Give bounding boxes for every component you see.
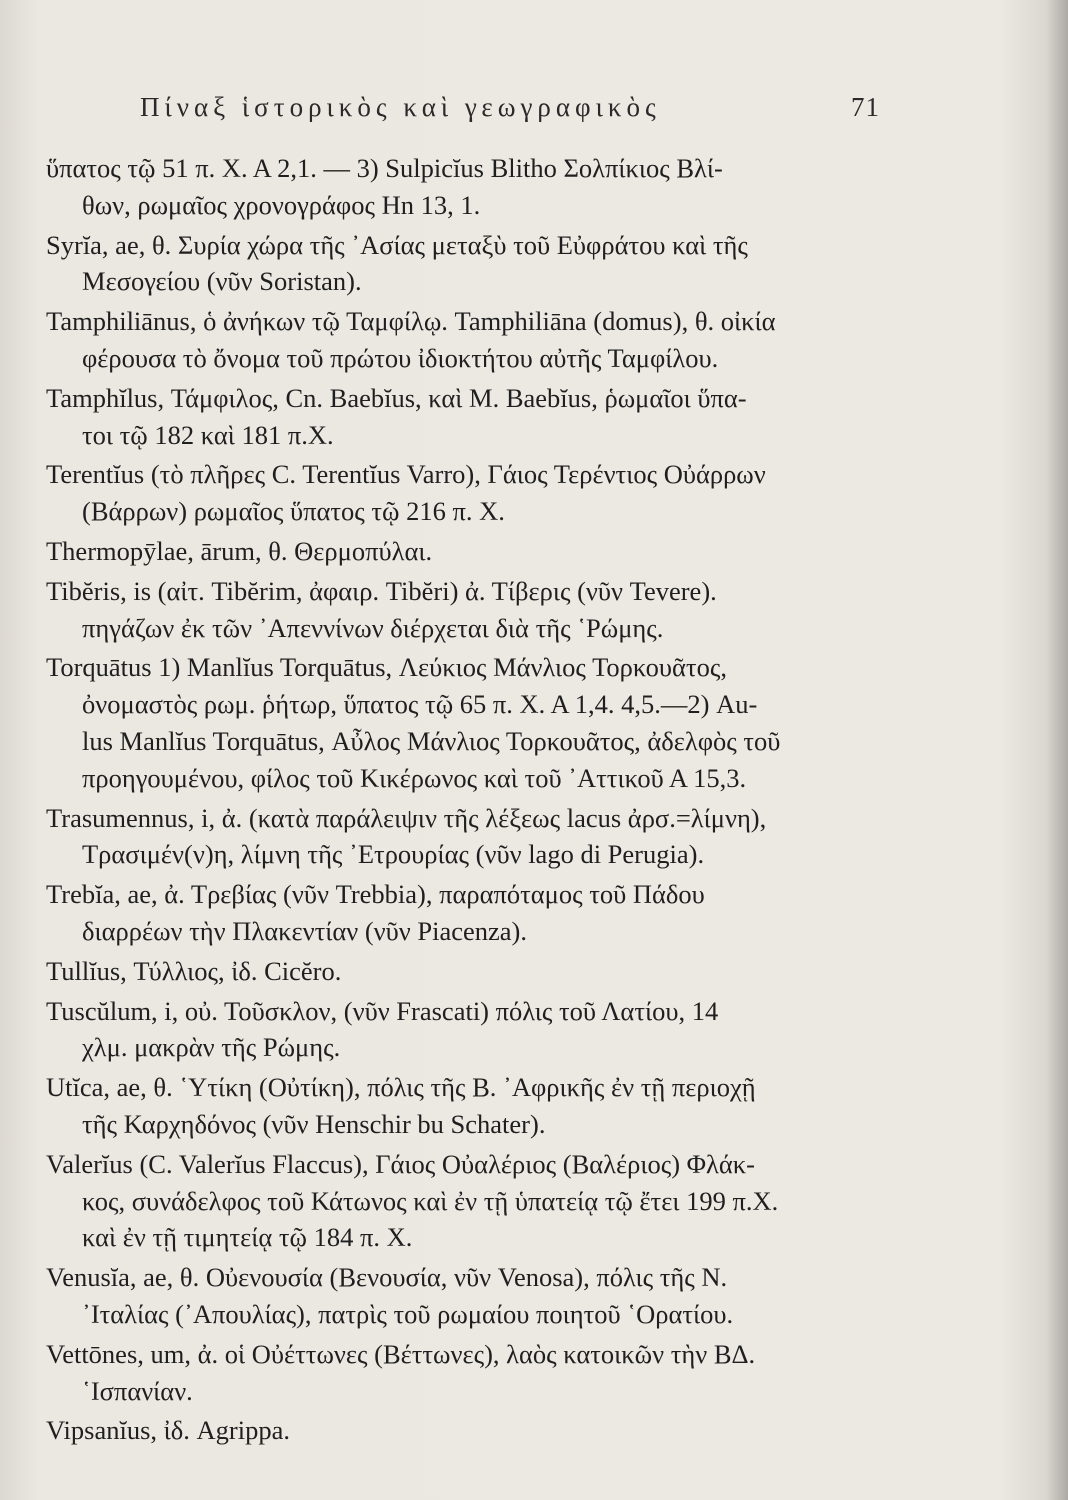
index-entry <box>46 649 896 796</box>
index-entry <box>46 993 896 1067</box>
entry-continuation-line: καὶ ἐν τῇ τιμητείᾳ τῷ 184 π. Χ. <box>82 1222 413 1253</box>
entry-continuation-line: ὀνομαστὸς ρωμ. ῥήτωρ, ὕπατος τῷ 65 π. Χ. Α 1,4. 4,5.—2) Au- <box>82 689 758 720</box>
index-entry <box>46 876 896 950</box>
running-head <box>140 92 880 123</box>
entry-continuation-line: κος, συνάδελφος τοῦ Κάτωνος καὶ ἐν τῇ ὑπατείᾳ τῷ ἔτει 199 π.Χ. <box>82 1185 779 1216</box>
index-entry <box>46 1412 896 1449</box>
entry-headword-line: Trebĭa, ae, ἀ. Τρεβίας (νῦν Trebbia), παραπόταμος τοῦ Πάδου <box>46 879 705 910</box>
entry-continuation-line: τῆς Καρχηδόνος (νῦν Henschir bu Schater). <box>82 1108 546 1139</box>
entry-headword-line: Tullĭus, Τύλλιος, ἰδ. Cicĕro. <box>46 955 342 986</box>
index-entries <box>46 150 896 1452</box>
index-entry <box>46 1259 896 1333</box>
entry-headword-line: ὕπατος τῷ 51 π. Χ. Α 2,1. — 3) Sulpicĭus Blitho Σολπίκιος Βλί- <box>46 153 723 183</box>
index-entry <box>46 150 896 224</box>
entry-continuation-line: προηγουμένου, φίλος τοῦ Κικέρωνος καὶ τοῦ ᾽Αττικοῦ Α 15,3. <box>82 762 747 793</box>
index-entry <box>46 303 896 377</box>
entry-continuation-line: (Βάρρων) ρωμαῖος ὕπατος τῷ 216 π. Χ. <box>82 496 505 527</box>
entry-continuation-line: Μεσογείου (νῦν Soristan). <box>82 266 362 297</box>
index-entry <box>46 573 896 647</box>
entry-continuation-line: τοι τῷ 182 καὶ 181 π.Χ. <box>82 419 334 450</box>
entry-headword-line: Tuscŭlum, i, οὐ. Τοῦσκλον, (νῦν Frascati) πόλις τοῦ Λατίου, 14 <box>46 995 719 1026</box>
entry-continuation-line: Τρασιμέν(ν)η, λίμνη τῆς ᾽Ετρουρίας (νῦν lago di Perugia). <box>82 839 705 870</box>
index-entry <box>46 800 896 874</box>
page-number: 71 <box>851 92 880 122</box>
entry-headword-line: Utĭca, ae, θ. ῾Υτίκη (Οὐτίκη), πόλις τῆς Β. ᾽Αφρικῆς ἐν τῇ περιοχῇ <box>46 1072 756 1103</box>
entry-continuation-line: διαρρέων τὴν Πλακεντίαν (νῦν Piacenza). <box>82 915 527 946</box>
entry-continuation-line: ῾Ισπανίαν. <box>82 1375 193 1406</box>
entry-headword-line: Trasumennus, i, ἀ. (κατὰ παράλειψιν τῆς λέξεως lacus ἀρσ.=λίμνη), <box>46 802 767 833</box>
page-edge-shadow <box>1046 0 1068 1500</box>
entry-continuation-line: θων, ρωμαῖος χρονογράφος Ηn 13, 1. <box>82 189 481 220</box>
entry-headword-line: Tamphiliānus, ὁ ἀνήκων τῷ Ταμφίλῳ. Tamphiliāna (domus), θ. οἰκία <box>46 306 776 337</box>
index-entry <box>46 533 896 570</box>
index-entry <box>46 1146 896 1256</box>
entry-continuation-line: πηγάζων ἐκ τῶν ᾽Απεννίνων διέρχεται διὰ τῆς ῾Ρώμης. <box>82 612 664 643</box>
index-entry <box>46 1069 896 1143</box>
entry-headword-line: Vipsanĭus, ἰδ. Agrippa. <box>46 1415 290 1446</box>
entry-headword-line: Thermopȳlae, ārum, θ. Θερμοπύλαι. <box>46 535 433 566</box>
entry-headword-line: Venusĭa, ae, θ. Οὐενουσία (Βενουσία, νῦν Venosa), πόλις τῆς Ν. <box>46 1262 728 1293</box>
entry-continuation-line: φέρουσα τὸ ὄνομα τοῦ πρώτου ἰδιοκτήτου αὐτῆς Ταμφίλου. <box>82 342 719 373</box>
entry-headword-line: Tibĕris, is (αἰτ. Tibĕrim, ἀφαιρ. Tibĕri) ἀ. Τίβερις (νῦν Tevere). <box>46 575 717 606</box>
entry-continuation-line: χλμ. μακρὰν τῆς Ρώμης. <box>82 1032 341 1063</box>
entry-continuation-line: ᾽Ιταλίας (᾽Απουλίας), πατρὶς τοῦ ρωμαίου ποιητοῦ ῾Ορατίου. <box>82 1298 734 1329</box>
running-head-title: Πίναξ ἱστορικὸς καὶ γεωγραφικὸς <box>140 92 661 122</box>
index-entry <box>46 1336 896 1410</box>
entry-headword-line: Tamphĭlus, Τάμφιλος, Cn. Baebĭus, καὶ Μ. Baebĭus, ῥωμαῖοι ὕπα- <box>46 382 747 413</box>
entry-headword-line: Valerĭus (C. Valerĭus Flaccus), Γάιος Οὐαλέριος (Βαλέριος) Φλάκ- <box>46 1148 755 1179</box>
index-entry <box>46 227 896 301</box>
entry-headword-line: Terentĭus (τὸ πλῆρες C. Terentĭus Varro), Γάιος Τερέντιος Οὐάρρων <box>46 459 766 490</box>
index-entry <box>46 456 896 530</box>
entry-headword-line: Torquātus 1) Manlĭus Torquātus, Λεύκιος Μάνλιος Τορκουᾶτος, <box>46 652 727 683</box>
index-entry <box>46 380 896 454</box>
entry-headword-line: Vettōnes, um, ἀ. οἱ Οὐέττωνες (Βέττωνες), λαὸς κατοικῶν τὴν ΒΔ. <box>46 1338 756 1369</box>
index-entry <box>46 953 896 990</box>
entry-continuation-line: lus Manlĭus Torquātus, Αὖλος Μάνλιος Τορκουᾶτος, ἀδελφὸς τοῦ <box>82 725 781 756</box>
entry-headword-line: Syrĭa, ae, θ. Συρία χώρα τῆς ᾽Ασίας μεταξὺ τοῦ Εὐφράτου καὶ τῆς <box>46 229 748 260</box>
